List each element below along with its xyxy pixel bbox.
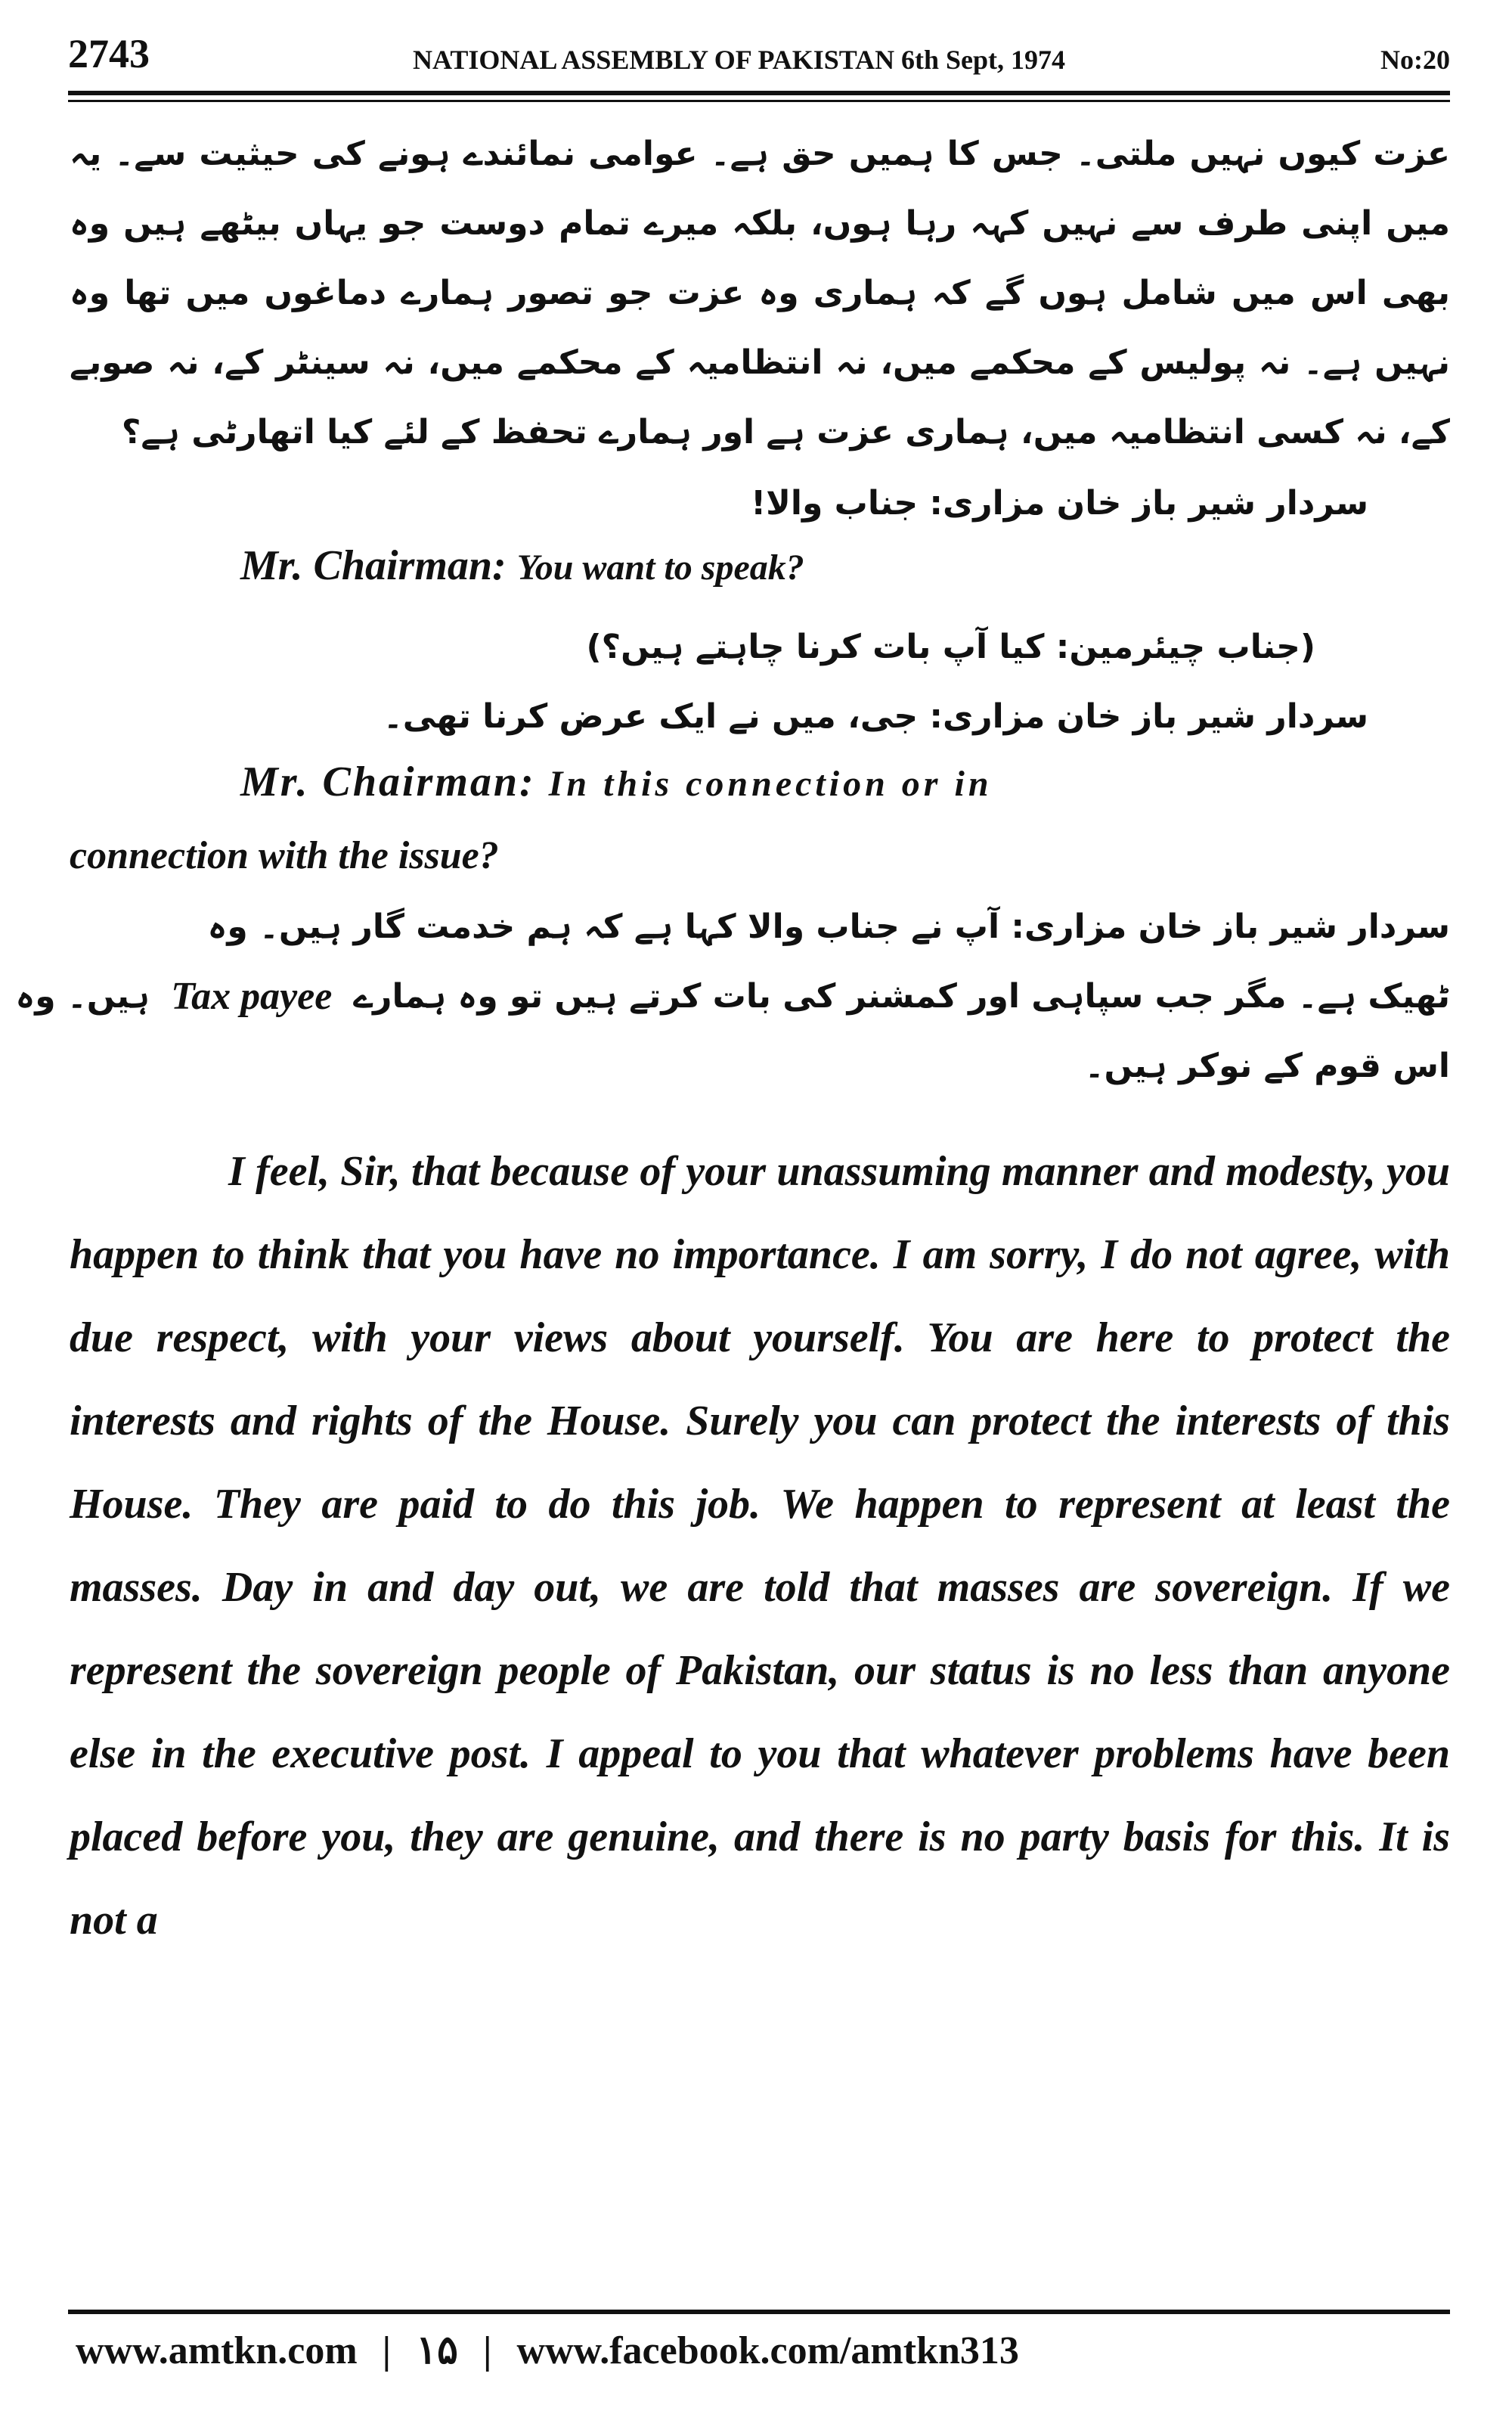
chairman-speech: In this connection or in [548, 764, 993, 804]
facebook-link[interactable]: www.facebook.com/amtkn313 [516, 2329, 1019, 2372]
mazari-statement-3-line-2 [15, 962, 1450, 1032]
urdu-text: ہیں۔ وہ [15, 977, 150, 1016]
issue-number: No:20 [1380, 45, 1450, 75]
urdu-text: ٹھیک ہے۔ مگر جب سپاہی اور کمشنر کی بات کرتے ہیں تو وہ ہمارے [353, 977, 1450, 1016]
session-date: 6th Sept, 1974 [901, 45, 1066, 75]
header-divider-thin [68, 100, 1450, 102]
page-number: 2743 [68, 31, 150, 76]
urdu-paragraph: عزت کیوں نہیں ملتی۔ جس کا ہمیں حق ہے۔ عوامی نمائندے ہونے کی حیثیت سے۔ یہ میں اپنی طرف سے نہیں کہہ رہا ہوں، بلکہ میرے تمام دوست جو یہاں بیٹھے ہیں وہ بھی اس میں شامل ہوں گے کہ ہماری وہ عزت جو تصور ہمارے دماغوں میں تھا وہ نہیں ہے۔ نہ پولیس کے محکمے میں، نہ انتظامیہ کے محکمے میں، نہ سینٹر کے، نہ صوبے کے، نہ کسی انتظامیہ میں، ہماری عزت ہے اور ہمارے تحفظ کے لئے کیا اتھارٹی ہے؟ [70, 135, 1450, 451]
assembly-title: NATIONAL ASSEMBLY OF PAKISTAN [413, 45, 895, 75]
chairman-question-2 [240, 758, 1450, 806]
chairman-speech-continuation: connection with the issue? [70, 834, 499, 877]
footer-separator: | [482, 2329, 492, 2372]
english-paragraph: I feel, Sir, that because of your unassuming manner and modesty, you happen to think that you have no importance. I am sorry, I do not agree, with due respect, with your views about yourself. You are here to protect the interests and rights of the House. Surely you can protect the interests of this House. They are paid to do this job. We happen to represent at least the masses. Day in and day out, we are told that masses are sovereign. If we represent the sovereign people of Pakistan, our status is no less than anyone else in the executive post. I appeal to you that whatever problems have been placed before you, they are genuine, and there is no party basis for this. It is not a [70, 1148, 1450, 1944]
mazari-statement-3-line-1: سردار شیر باز خان مزاری: آپ نے جناب والا کہا ہے کہ ہم خدمت گار ہیں۔ وہ [207, 908, 1450, 946]
chairman-label: Mr. Chairman: [240, 759, 536, 805]
footer-separator: | [382, 2329, 392, 2372]
header-bar [68, 30, 1450, 83]
footer-links [76, 2328, 1019, 2373]
mazari-statement-1: سردار شیر باز خان مزاری: جناب والا! [751, 484, 1368, 523]
mazari-statement-2: سردار شیر باز خان مزاری: جی، میں نے ایک عرض کرنا تھی۔ [383, 697, 1368, 736]
chairman-speech: You want to speak? [516, 548, 804, 588]
chairman-urdu-translation: (جناب چیئرمین: کیا آپ بات کرنا چاہتے ہیں؟) [586, 628, 1315, 666]
mazari-statement-3-line-3: اس قوم کے نوکر ہیں۔ [1084, 1047, 1450, 1085]
header-divider-thick [68, 91, 1450, 95]
footer-divider [68, 2310, 1450, 2314]
english-term: Tax payee [171, 975, 333, 1018]
urdu-page-number: ۱۵ [416, 2329, 458, 2372]
website-link[interactable]: www.amtkn.com [76, 2329, 358, 2372]
chairman-question-1 [240, 541, 804, 590]
chairman-label: Mr. Chairman: [240, 542, 507, 589]
